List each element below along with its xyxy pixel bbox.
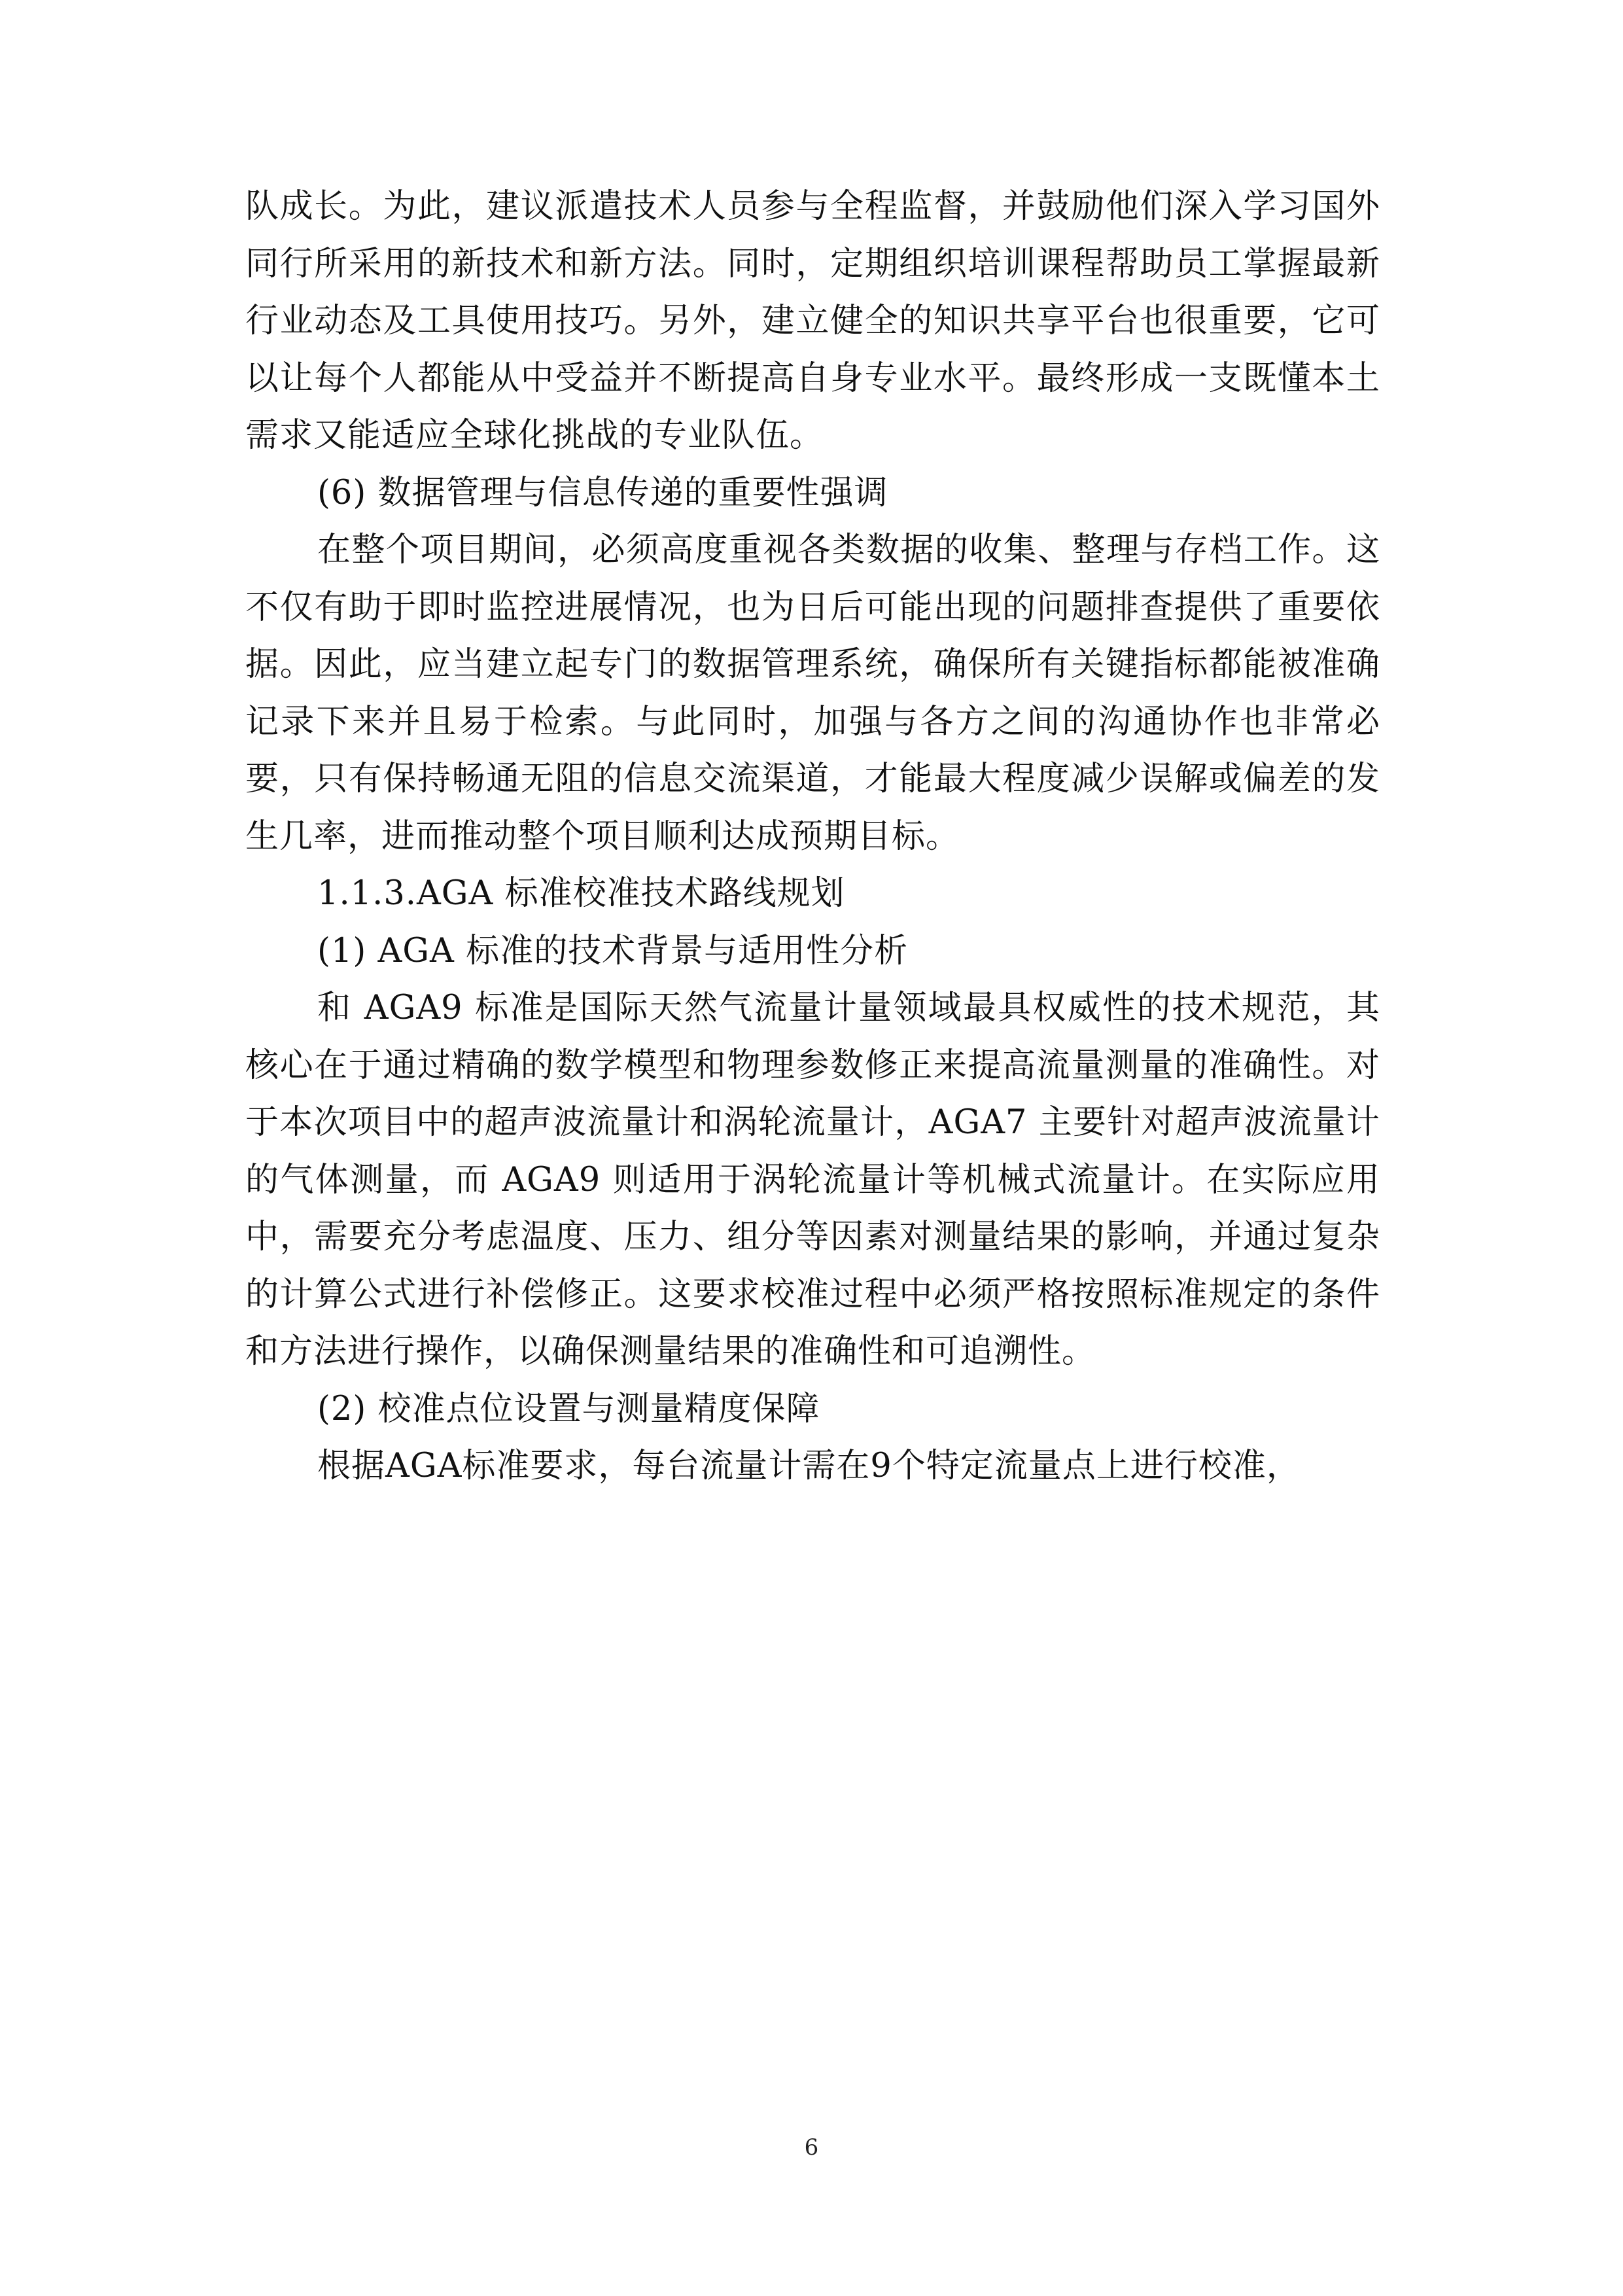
paragraph-aga-background: 和 AGA9 标准是国际天然气流量计量领域最具权威性的技术规范，其核心在于通过精确的数学模型和物理参数修正来提高流量测量的准确性。对于本次项目中的超声波流量计和涡轮流量计，AGA7 主要针对超声波流量计的气体测量，而 AGA9 则适用于涡轮流量计等机械式流量计。在实际应用中，需要充分考虑温度、压力、组分等因素对测量结果的影响，并通过复杂的计算公式进行补偿修正。这要求校准过程中必须严格按照标准规定的条件和方法进行操作，以确保测量结果的准确性和可追溯性。: [245, 989, 1380, 1371]
paragraph-data-management: 在整个项目期间，必须高度重视各类数据的收集、整理与存档工作。这不仅有助于即时监控进展情况，也为日后可能出现的问题排查提供了重要依据。因此，应当建立起专门的数据管理系统，确保所有关键指标都能被准确记录下来并且易于检索。与此同时，加强与各方之间的沟通协作也非常必要，只有保持畅通无阻的信息交流渠道，才能最大程度减少误解或偏差的发生几率，进而推动整个项目顺利达成预期目标。: [245, 531, 1380, 856]
heading-calibration-points: (2) 校准点位设置与测量精度保障: [317, 1389, 820, 1428]
heading-aga-background: (1) AGA 标准的技术背景与适用性分析: [317, 931, 909, 970]
body-text: [245, 178, 1380, 1495]
page-number: 6: [804, 2134, 819, 2161]
heading-data-management: (6) 数据管理与信息传递的重要性强调: [317, 473, 888, 512]
paragraph-team-growth: 队成长。为此，建议派遣技术人员参与全程监督，并鼓励他们深入学习国外同行所采用的新技术和新方法。同时，定期组织培训课程帮助员工掌握最新行业动态及工具使用技巧。另外，建立健全的知识共享平台也很重要，它可以让每个人都能从中受益并不断提高自身专业水平。最终形成一支既懂本土需求又能适应全球化挑战的专业队伍。: [245, 187, 1380, 455]
paragraph-calibration-points: 根据AGA标准要求，每台流量计需在9个特定流量点上进行校准，: [317, 1447, 1300, 1485]
section-heading-aga: 1.1.3.AGA 标准校准技术路线规划: [317, 874, 845, 913]
